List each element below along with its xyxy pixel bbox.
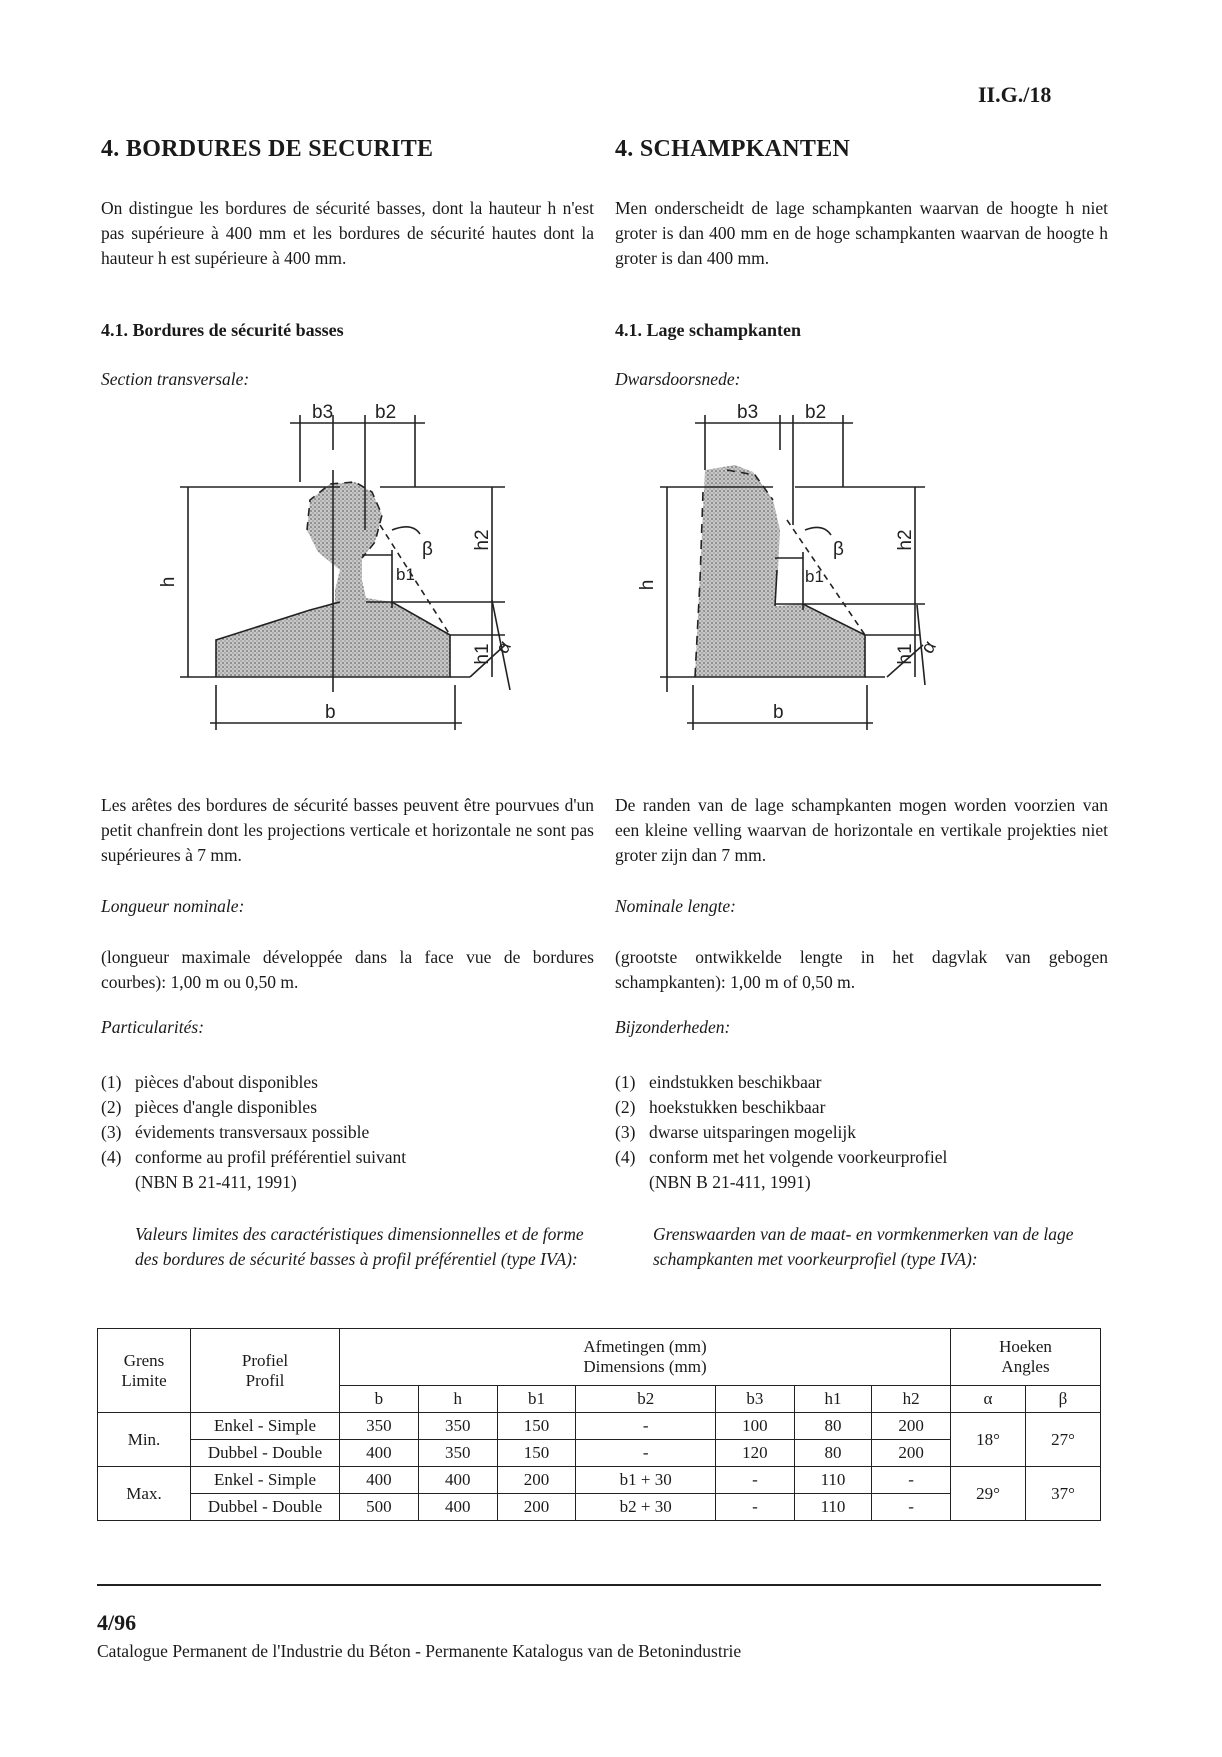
cell: - xyxy=(716,1467,795,1494)
cell: 110 xyxy=(794,1494,871,1521)
col-header: β xyxy=(1025,1386,1100,1413)
cell: 500 xyxy=(340,1494,419,1521)
list-item: (1) eindstukken beschikbaar xyxy=(615,1072,822,1092)
cross-section-diagram-double xyxy=(150,402,550,740)
label-b1: b1 xyxy=(396,565,415,584)
label-h: h xyxy=(158,576,179,588)
angle-cell: 37° xyxy=(1025,1467,1100,1521)
profile-body xyxy=(695,465,865,677)
length-text-fr: (longueur maximale développée dans la face vue de bordures courbes): 1,00 m ou 0,50 m. xyxy=(101,947,594,992)
label-b2: b2 xyxy=(805,402,827,423)
cell: b1 + 30 xyxy=(576,1467,716,1494)
intro-fr: On distingue les bordures de sécurité basses, dont la hauteur h n'est pas supérieure à 400 mm et les bordures de sécurité hautes dont la hauteur h est supérieure à 400 mm. xyxy=(101,198,594,268)
label-beta: β xyxy=(833,539,844,560)
length-label-fr: Longueur nominale: xyxy=(101,896,245,916)
section-label-nl: Dwarsdoorsnede: xyxy=(615,369,741,389)
profile-cell: Enkel - Simple xyxy=(191,1467,340,1494)
profile-cell: Enkel - Simple xyxy=(191,1413,340,1440)
list-item: (2) pièces d'angle disponibles xyxy=(101,1097,317,1117)
list-item: (3) dwarse uitsparingen mogelijk xyxy=(615,1122,857,1142)
label-h2: h2 xyxy=(895,529,916,551)
footer-divider xyxy=(97,1584,1101,1586)
norm-reference: (NBN B 21-411, 1991) xyxy=(649,1172,811,1192)
section-title-fr: 4. BORDURES DE SECURITE xyxy=(101,136,434,162)
cell: 400 xyxy=(418,1494,497,1521)
cell: 200 xyxy=(872,1413,951,1440)
limits-label-nl: Grenswaarden van de maat- en vormkenmerken van de lage schampkanten met voorkeurprofiel (type IVA): xyxy=(653,1224,1074,1269)
limits-label-fr: Valeurs limites des caractéristiques dimensionnelles et de forme des bordures de sécurité basses à profil préférentiel (type IVA): xyxy=(135,1224,584,1269)
cell: 400 xyxy=(340,1440,419,1467)
angle-cell: 29° xyxy=(951,1467,1026,1521)
table-row xyxy=(98,1413,1101,1440)
label-h1: h1 xyxy=(895,643,916,665)
table-row xyxy=(98,1467,1101,1494)
header-profile: Profiel Profil xyxy=(191,1329,340,1413)
label-b: b xyxy=(325,702,336,723)
limit-cell: Min. xyxy=(98,1413,191,1467)
cell: 200 xyxy=(497,1494,576,1521)
label-alpha: α xyxy=(492,637,516,658)
table-row xyxy=(98,1494,1101,1521)
cell: - xyxy=(872,1494,951,1521)
length-text-nl: (grootste ontwikkelde lengte in het dagvlak van gebogen schampkanten): 1,00 m of 0,50 m. xyxy=(615,947,1108,992)
particular-list-nl xyxy=(615,1070,1108,1195)
page-reference: II.G./18 xyxy=(978,82,1052,107)
cell: 100 xyxy=(716,1413,795,1440)
col-header: h1 xyxy=(794,1386,871,1413)
header-angles: Hoeken Angles xyxy=(951,1329,1101,1386)
col-header: b1 xyxy=(497,1386,576,1413)
col-header: b xyxy=(340,1386,419,1413)
cell: 400 xyxy=(418,1467,497,1494)
cell: 350 xyxy=(418,1440,497,1467)
header-limit: Grens Limite xyxy=(98,1329,191,1413)
cell: 400 xyxy=(340,1467,419,1494)
col-header: h xyxy=(418,1386,497,1413)
limit-values-table xyxy=(97,1328,1101,1521)
cell: 110 xyxy=(794,1467,871,1494)
chamfer-text-nl: De randen van de lage schampkanten mogen worden voorzien van een kleine velling waarvan de horizontale en vertikale projekties niet groter zijn dan 7 mm. xyxy=(615,795,1108,865)
list-item: (1) pièces d'about disponibles xyxy=(101,1072,318,1092)
col-header: α xyxy=(951,1386,1026,1413)
cell: 120 xyxy=(716,1440,795,1467)
label-b2: b2 xyxy=(375,402,397,423)
label-alpha: α xyxy=(917,637,941,658)
list-item: (3) évidements transversaux possible xyxy=(101,1122,370,1142)
section-title-nl: 4. SCHAMPKANTEN xyxy=(615,136,851,162)
particular-label-fr: Particularités: xyxy=(101,1017,205,1037)
limit-cell: Max. xyxy=(98,1467,191,1521)
cell: - xyxy=(576,1440,716,1467)
particular-label-nl: Bijzonderheden: xyxy=(615,1017,731,1037)
angle-cell: 27° xyxy=(1025,1413,1100,1467)
chamfer-text-fr: Les arêtes des bordures de sécurité basses peuvent être pourvues d'un petit chanfrein dont les projections verticale et horizontale ne sont pas supérieures à 7 mm. xyxy=(101,795,594,865)
page-number: 4/96 xyxy=(97,1610,137,1635)
cell: 80 xyxy=(794,1413,871,1440)
cell: 350 xyxy=(418,1413,497,1440)
label-beta: β xyxy=(422,539,433,560)
cell: - xyxy=(576,1413,716,1440)
list-item: (4) conforme au profil préférentiel suivant xyxy=(101,1147,407,1167)
label-b3: b3 xyxy=(737,402,759,423)
profile-cell: Dubbel - Double xyxy=(191,1440,340,1467)
cell: 200 xyxy=(497,1467,576,1494)
norm-reference: (NBN B 21-411, 1991) xyxy=(135,1172,297,1192)
length-label-nl: Nominale lengte: xyxy=(615,896,737,916)
profile-cell: Dubbel - Double xyxy=(191,1494,340,1521)
list-item: (4) conform met het volgende voorkeurprofiel xyxy=(615,1147,948,1167)
section-label-fr: Section transversale: xyxy=(101,369,250,389)
cell: - xyxy=(872,1467,951,1494)
col-header: b3 xyxy=(716,1386,795,1413)
particular-list-fr xyxy=(101,1070,594,1195)
intro-nl: Men onderscheidt de lage schampkanten waarvan de hoogte h niet groter is dan 400 mm en de hoge schampkanten waarvan de hoogte h groter is dan 400 mm. xyxy=(615,198,1108,268)
angle-cell: 18° xyxy=(951,1413,1026,1467)
col-header: h2 xyxy=(872,1386,951,1413)
subsection-title-nl: 4.1. Lage schampkanten xyxy=(615,320,802,340)
label-b1: b1 xyxy=(805,567,824,586)
cell: 150 xyxy=(497,1413,576,1440)
label-b3: b3 xyxy=(312,402,334,423)
list-item: (2) hoekstukken beschikbaar xyxy=(615,1097,826,1117)
subsection-title-fr: 4.1. Bordures de sécurité basses xyxy=(101,320,344,340)
cross-section-diagram-single xyxy=(637,402,1055,740)
cell: - xyxy=(716,1494,795,1521)
table-row xyxy=(98,1440,1101,1467)
label-h1: h1 xyxy=(472,643,493,665)
label-h2: h2 xyxy=(472,529,493,551)
cell: 350 xyxy=(340,1413,419,1440)
cell: b2 + 30 xyxy=(576,1494,716,1521)
col-header: b2 xyxy=(576,1386,716,1413)
catalogue-title: Catalogue Permanent de l'Industrie du Béton - Permanente Katalogus van de Betonindustrie xyxy=(97,1641,742,1661)
cell: 80 xyxy=(794,1440,871,1467)
cell: 200 xyxy=(872,1440,951,1467)
label-h: h xyxy=(637,579,658,591)
cell: 150 xyxy=(497,1440,576,1467)
header-dimensions: Afmetingen (mm) Dimensions (mm) xyxy=(340,1329,951,1386)
label-b: b xyxy=(773,702,784,723)
